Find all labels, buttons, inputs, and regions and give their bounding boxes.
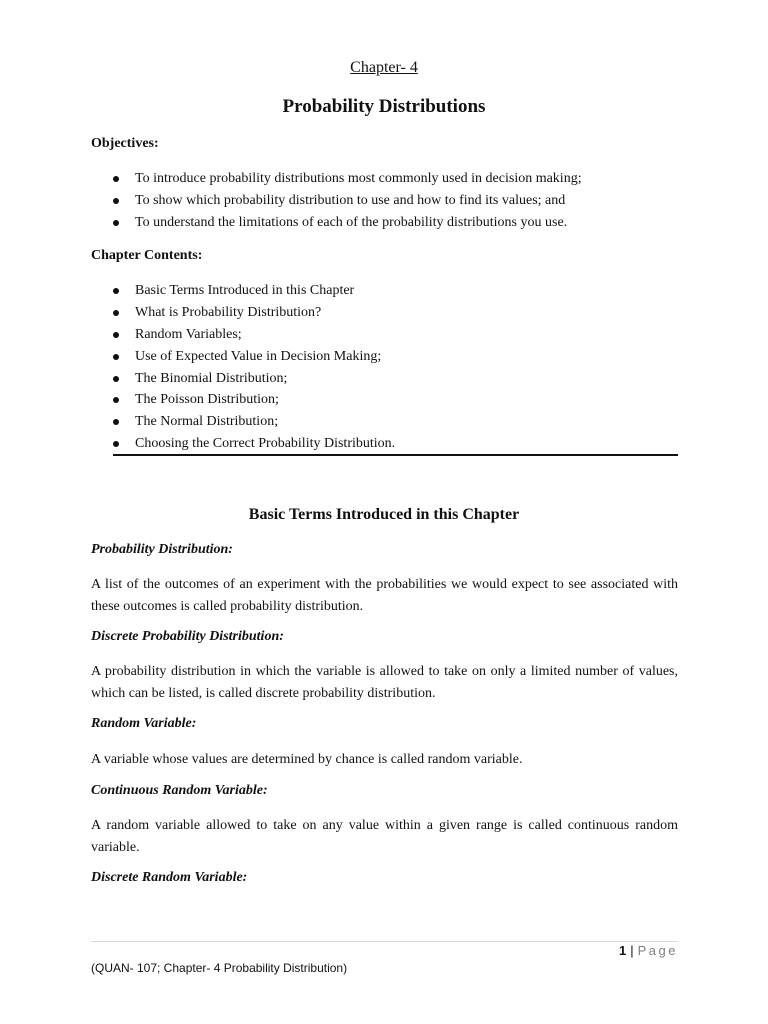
term-heading: Random Variable:: [91, 716, 197, 731]
bullet-icon: [113, 419, 119, 425]
contents-divider: [113, 454, 678, 456]
basic-terms-heading: Basic Terms Introduced in this Chapter: [248, 506, 520, 523]
list-item: Random Variables;: [91, 324, 395, 346]
bullet-icon: [113, 310, 119, 316]
footer-text: (QUAN- 107; Chapter- 4 Probability Distribution): [91, 961, 348, 975]
contents-heading: Chapter Contents:: [91, 248, 203, 263]
list-item: To show which probability distribution to use and how to find its values; and: [91, 190, 582, 212]
term-heading: Discrete Probability Distribution:: [91, 629, 284, 644]
list-item: The Normal Distribution;: [91, 411, 395, 433]
term-definition: A list of the outcomes of an experiment with the probabilities we would expect to see associated with these outcomes is called probability distribution.: [91, 577, 678, 614]
list-item: To understand the limitations of each of the probability distributions you use.: [91, 212, 582, 234]
term-definition: A probability distribution in which the variable is allowed to take on only a limited number of values, which can be listed, is called discrete probability distribution.: [91, 664, 678, 701]
page-word: Page: [637, 943, 678, 958]
list-item: To introduce probability distributions most commonly used in decision making;: [91, 168, 582, 190]
objectives-list: [91, 168, 582, 234]
page-title: Probability Distributions: [282, 96, 486, 117]
term-definition: A variable whose values are determined by chance is called random variable.: [91, 752, 523, 767]
list-item: Basic Terms Introduced in this Chapter: [91, 280, 395, 302]
footer-divider: [91, 941, 678, 942]
page-number-value: 1: [619, 943, 627, 958]
bullet-icon: [113, 288, 119, 294]
list-item: What is Probability Distribution?: [91, 302, 395, 324]
page-separator: |: [630, 943, 634, 958]
bullet-icon: [113, 397, 119, 403]
term-heading: Probability Distribution:: [91, 542, 233, 557]
objectives-heading: Objectives:: [91, 136, 159, 151]
term-definition: A random variable allowed to take on any value within a given range is called continuous random variable.: [91, 818, 678, 855]
bullet-icon: [113, 220, 119, 226]
bullet-icon: [113, 376, 119, 382]
list-item: Use of Expected Value in Decision Making;: [91, 346, 395, 368]
page-number: [619, 943, 678, 958]
bullet-icon: [113, 441, 119, 447]
list-item: Choosing the Correct Probability Distribution.: [91, 433, 395, 455]
bullet-icon: [113, 332, 119, 338]
chapter-label: Chapter- 4: [350, 59, 418, 76]
contents-list: [91, 280, 395, 455]
term-heading: Discrete Random Variable:: [91, 870, 248, 885]
list-item: The Poisson Distribution;: [91, 389, 395, 411]
term-heading: Continuous Random Variable:: [91, 783, 268, 798]
list-item: The Binomial Distribution;: [91, 368, 395, 390]
bullet-icon: [113, 176, 119, 182]
bullet-icon: [113, 354, 119, 360]
bullet-icon: [113, 198, 119, 204]
